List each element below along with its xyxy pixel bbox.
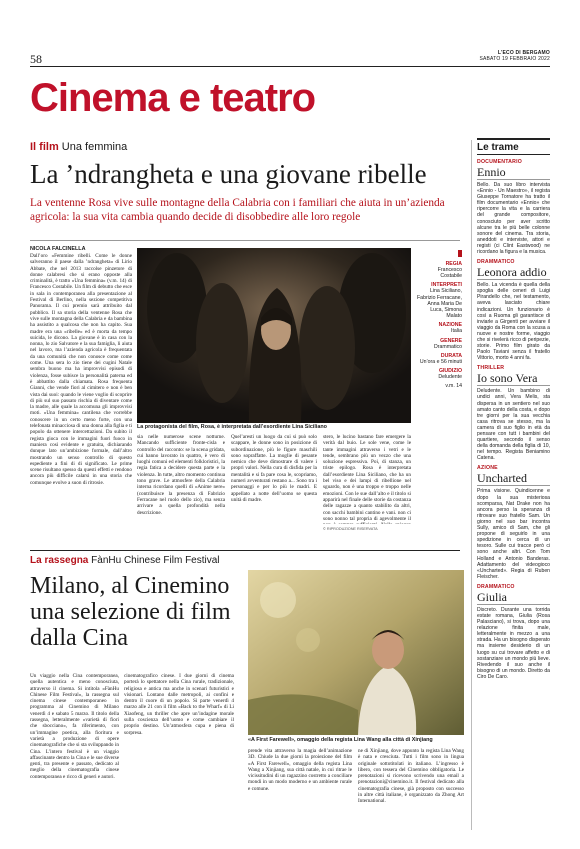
film-still-illustration (137, 248, 411, 423)
article1-column-3: Quel’aresti un luogo da cui si può solo scappare, le donne sono in posizione di subordinazione, più le figure maschili sono sopraffatte. La moglie di pesante nemico che deve dimostrare di valere i propri valori. Nella cura di disfida per la mentalità e si fa pare cosa le, scopriamo, numeri avventurati restano a... Sono tra i personaggi e per lo più le madri. E appellato a notte dell’uomo se questa unità di madre. (231, 434, 317, 503)
festival-film-photo (248, 570, 464, 735)
article1-byline: NICOLA FALCINELLA (30, 246, 86, 252)
info-interpreti: INTERPRETI Lina Siciliano, Fabrizio Ferracane, Anna Maria De Luca, Simona Malato (417, 282, 462, 320)
article1-photo-caption: La protagonista del film, Rosa, è interpretata dall’esordiente Lina Siciliano (137, 424, 327, 430)
sidebar-title: Le trame (477, 138, 550, 155)
article2-column-5: ne di Xinjiang, dove appunto la regista Lina Wang è nata e cresciuta. Tutti i film sono in lingua originale sottotitolati in italiano. L’ingresso è libero, con tessera del Cinemino obbligatoria. Le prenotazioni si ricevono scrivendo una email a prenotazioni@cinemino.it. Il festival dedicato alla cinematografia cinese, già proposto con successo in altre città italiane, è organizzato da Zhong Art International. (358, 748, 464, 805)
article1-column-4: stero, le lucino bastano fare emergere la verità dal buio. Le sole vene, come le tante immagini attraverso i vetri e le tende, sembrano più un vezzo che una soluzione espressiva. Poi, di stanza, un triste epilogo. Rosa è interpretata dall’esordiente Lina Siciliano, che ha un bel viso e dei lampi di ribellione nel sguardo, non è una troppo e troppo nelle emozioni. Con le sue dall’alto e il titolo si apparirà nel finale delle storie da costanza delle ragazze a quanto stabilito da altri, con sacchi bambini cantino e vani. non ci sono nonno tal propria di agevolmente il (323, 434, 411, 522)
sidebar-item-io-sono-vera: THRILLER Io sono Vera Deludente. Un bambino di undici anni, Vera Melis, sta dispersa in un sentiero nel suo amato canto della costa, e dopo tre giorni per la sua vecchia casa ritrova se stesso, ma la camera di suo figlio in età da pensare con tutt i bambini del quartiere, secondo il senso della domanda della figlia di 10, nel tempo. Regista Beniamino Catena. (477, 365, 550, 462)
article2-column-2: cinematografico cinese. I due giorni di cinema porterà lo spettatore nella Cina rurale, tradizionale, religiosa e antica ma anche in scenari futuristici e visionari. Lontano dalle metropoli, ai confini e dentro il cuore di un popolo. Si parte venerdì 4 marzo alle 21 con il film «Back to the Wharf» di Li Xiaofeng, un thriller che apre un’indagine morale sulla coscienza dell’uomo e come cambiare il proprio destino. Un’atmosfera cupa e piena di sorpresa. (124, 673, 234, 736)
film-still-photo (137, 248, 411, 423)
article2-column-4: prende vita attraverso la magia dell’animazione 3D. Chiude la due giorni la proiezione del film «A First Farewell», omaggio della regista Lina Wang a Xinjiang, sua città natale, in cui ritrae le vicissitudini di un ragazzino costretto a conciliare mondi in un modo moderno e un ambiente rurale e comune. (248, 748, 352, 792)
info-genere: GENERE Drammatico (434, 337, 462, 350)
info-giudizio: GIUDIZIO Deludente (438, 368, 462, 381)
sidebar-le-trame (477, 138, 550, 680)
kicker-text: FànHu Chinese Film Festival (91, 555, 220, 566)
kicker-label: Il film (30, 141, 59, 153)
sidebar-divider (471, 140, 472, 830)
article2-kicker (30, 555, 220, 566)
sidebar-item-leonora-addio: DRAMMATICO Leonora addio Bello. La vicenda è quella della spoglia delle ceneri di Luigi Pirandello che, nel testamento, aveva lasciato chiare indicazioni. Un funzionario è così a Ruoma gli garantisce di inviarle a Girgenti per avviare il viaggio da Roma con la scusa a nuove e nostre forme, viaggio che si rivelerà ricco di peripezie, storie. Primo film girato da Paolo Taviani senza il fratello Vittorio, morto 4 anni fa. (477, 259, 550, 362)
header-rule (30, 66, 550, 67)
kicker-text: Una femmina (61, 141, 128, 153)
sidebar-item-uncharted: AZIONE Uncharted Prima visione. Quindicenne e dopo la sua misteriosa scomparsa, Nat Drake non ha ancora perso la speranza di ritrovare suo fratello Sam. Un giorno nel suo bar incontra Sully, amico di Sam, che gli propone di seguirlo in una spedizione in cerca di un tesoro. Sulle cui tracce però ci sono anche altri. Con Tom Holland e Antonio Banderas. Adattamento del videogioco «Uncharted». Regia di Ruben Fleischer. (477, 465, 550, 580)
info-box-marker (458, 250, 462, 257)
kicker-label: La rassegna (30, 555, 89, 566)
article1-subheadline: La ventenne Rosa vive sulle montagne della Calabria con i familiari che aiuta in un’azienda agricola: la sua vita cambia quando decide di disobbedire alle loro regole (30, 197, 445, 223)
section-title: Cinema e teatro (30, 76, 316, 120)
article2-column-1: Un viaggio nella Cina contemporanea, quella autentica e meno conosciuta, attraverso il cinema. Si intitola «FànHu Chinese Film Festival», la rassegna sul cinema cinese contemporaneo in programma al Cinemino di Milano venerdì 4 e sabato 5 marzo. Il titolo della rassegna, letteralmente «varietà di fiori che sbocciano», fa riferimento, con un’immagine poetica, alla fioritura e varietà a produzione di opere cinematografiche che si sta sviluppando in Cina. L’intero festival è un viaggio affascinante dentro la Cina e le sue diverse genti, tra presente e passato, dedicato al meglio della cinematografia cinese contemporanea e ricco di generi e autori. (30, 673, 119, 780)
publication-name: L'ECO DI BERGAMO (497, 50, 550, 56)
article1-rule (30, 240, 460, 241)
article1-copyright: © RIPRODUZIONE RISERVATA (323, 527, 378, 531)
article1-column-1: Dall’oro «Femmine ribelli. Come le donne salveranno il paese dalla ’ndrangheta» di Lirio Abbate, che nel 2013 raccolse pinzetore di donne calabresi che si erano opposte alla criminalità, è tratto «Una femmina» (v.m. 14) di Francesco Costabile. Un film di debutto che esce in sala in contemporanea alla presentazione al Festival di Berlino, nella sezione competitiva Panorama. Il cui premio sarà attribuito dal pubblico. Il sa storia della ventenne Rosa che vive sulle montagna della Calabria e da bambina ha assistito a qualcosa che non ha capito. Sua madre era una «ribelle» ed è morta da tempo suicida, le dicono. La giovane è in casa con la nonna, lo zio Salvatore e la sua famiglia, li aiuta nel lavoro, ma l’azienda agricola è frequentata da una comunità che non conosce come come come. Una sera lo zio tiene dei cugini Natale sembra buono ma ha improvvisi episodi di violenza, fosse subisce la personalità paterna ed è abbattito dalla chiamata. Rosa frequenta Gianni, che vende fiori al cimitero e non è ben vista dai suoi: quando le viene voglio di scoprire di più sul suo passato rischia di diventare come la madre, alle quale la accomuna gli improvvisi moti. «Una femmina» cantilena che vorrebbe conoscere in un certo meno forte, con una telefonata minacciosa di una donna alla figlia e ti popolo da ottenere intercettazioni. Da subito il regista gioca con le immagini fuori fuoco in maniera così evidente e gratuita, dichiarando dunque lato un’ambizione formale, dall’altro mostrando un senso controllo di questo espediente a fini di di significato. Le prime scene risultano spesso da questi effetti e rendono ancora più difficile calarsi in una storia che comunque evolve a suon di ritrosie. (30, 253, 132, 486)
article1-kicker (30, 141, 127, 153)
festival-film-illustration (248, 570, 464, 735)
publication-info (479, 50, 550, 62)
page-number: 58 (30, 52, 42, 66)
article1-column-2: sia nelle numerose scene notturne. Mancando sufficiente fronte-cisla e controllo del racconto: se la scena gridata, cui hanno lavorato in quattro, è vero di luoghi comuni ed elementi folkloristici, la regia fatica a decidere questa parte e la violenza. In tutte, altro momento continua tono grave. Le atmosfere della Calabria interna ricordano quelli di «Anime nere» (contribuisce la presenza di Fabrizio Ferracane nel ruolo dello zio), ma senza arrivare a quella profondità nella descrizione. (137, 434, 225, 516)
info-regia: REGIA Francesco Costabile (437, 261, 462, 280)
info-rating: v.m. 14 (445, 383, 462, 390)
sidebar-item-giulia: DRAMMATICO Giulia Discreto. Durante una torrida estate romana, Giulia (Rosa Palasciano), si trova, dopo una relazione finita male, letteralmente in mezzo a una strada. Ha un bisogno disperato ma insieme desiderio di un luogo su cui trovare affetto e di sostanziare un mondo più lieve. Rivedendo il suo anche il bisogno di un mondo. Diretto da Ciro De Caro. (477, 583, 550, 680)
info-durata: DURATA Un’ora e 56 minuti (419, 352, 462, 365)
sidebar-item-ennio: DOCUMENTARIO Ennio Bello. Da suo libro intervista «Ennio - Un Maestro», il regista Giuseppe Tornatore ha tratto il film documentario «Ennio» che ripercorre la vita e la carriera del grande compositore, conosciuto per aver scritto alcune tra le più belle colonne sonore del cinema. Tra storia, aneddoti e interviste, attori e registi (ci Clint Eastwood) ne ricordano la figura e la musica. (477, 159, 550, 256)
article1-headline: La ’ndrangheta e una giovane ribelle (30, 159, 427, 189)
article2-headline: Milano, al Cinemino una selezione di film dalla Cina (30, 573, 231, 651)
publication-date: SABATO 19 FEBBRAIO 2022 (479, 56, 550, 62)
article2-rule (30, 550, 460, 551)
info-nazione: NAZIONE Italia (438, 322, 462, 335)
article2-photo-caption: «A First Farewell», omaggio della regista Lina Wang alla città di Xinjiang (248, 737, 433, 743)
film-info-box (416, 258, 462, 389)
